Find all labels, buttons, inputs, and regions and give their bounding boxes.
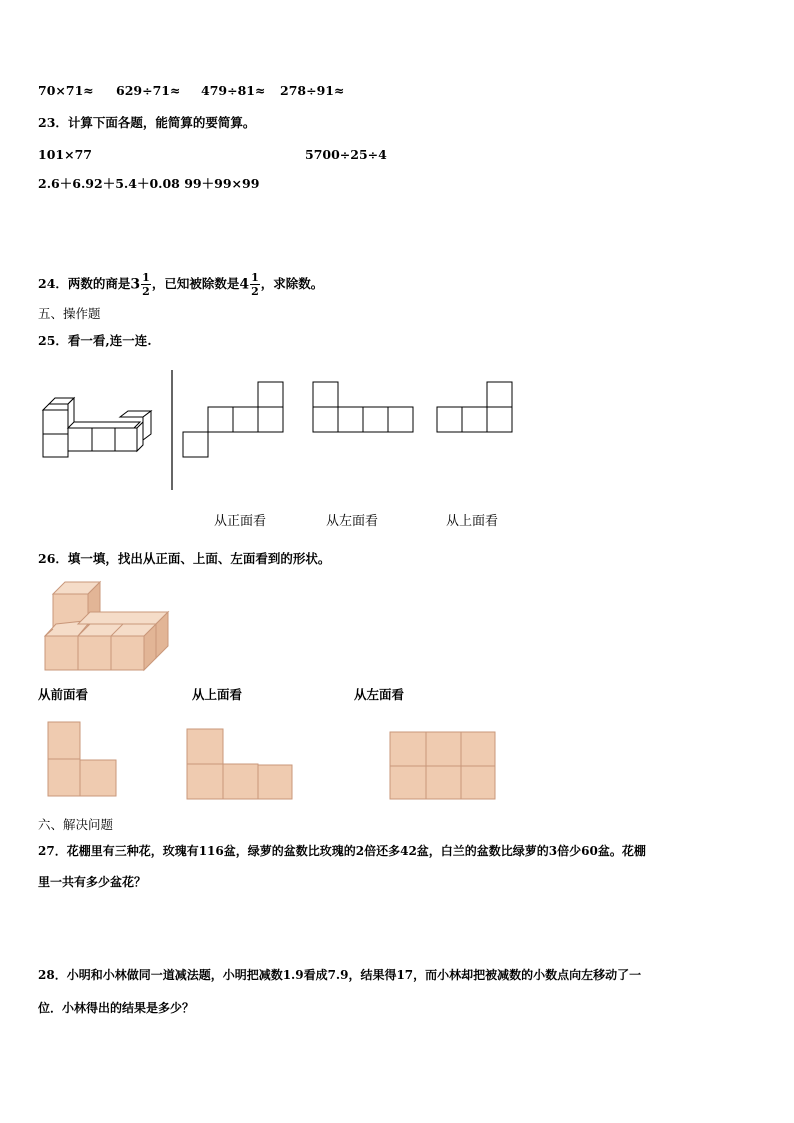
q26-label-left: 从左面看 <box>354 687 405 702</box>
square <box>338 407 363 432</box>
q26-label-front: 从前面看 <box>38 687 89 702</box>
cube <box>45 636 78 670</box>
q24-frac2-den: 2 <box>251 285 259 298</box>
q25-view-a <box>183 382 283 457</box>
tile <box>426 732 461 766</box>
q27-line-2: 里一共有多少盆花？ <box>38 875 147 889</box>
square <box>437 407 462 432</box>
q27-line-1: 27．花棚里有三种花，玫瑰有116盆，绿萝的盆数比玫瑰的2倍还多42盆，白兰的盆数比绿萝的3倍少60盆。花棚 <box>38 844 646 858</box>
tile <box>390 766 426 799</box>
q28-line-2: 位．小林得出的结果是多少？ <box>38 1001 195 1015</box>
tile <box>461 766 495 799</box>
q24-frac2-num: 1 <box>251 271 259 284</box>
q26-cube-solid <box>45 582 168 670</box>
q25-label-top: 从上面看 <box>446 514 499 529</box>
section-6-heading: 六、解决问题 <box>38 817 114 832</box>
square <box>183 432 208 457</box>
q24-line <box>38 264 323 305</box>
tile <box>426 766 461 799</box>
q25-label-front: 从正面看 <box>214 514 267 529</box>
estimate-4: 278÷91≈ <box>280 83 345 98</box>
square <box>208 407 233 432</box>
q26-label-top: 从上面看 <box>192 687 243 702</box>
q25-label-left: 从左面看 <box>326 514 379 529</box>
square <box>363 407 388 432</box>
q24-frac1-whole: 3 <box>130 276 141 293</box>
square <box>487 407 512 432</box>
q23-expr-2: 5700÷25÷4 <box>305 147 387 162</box>
q24-frac2-whole: 4 <box>239 276 250 293</box>
estimate-1: 70×71≈ <box>38 83 94 98</box>
cube <box>43 434 68 457</box>
tile <box>48 722 80 759</box>
cube <box>78 636 111 670</box>
q24-fraction-1 <box>141 272 151 297</box>
q28-line-1: 28．小明和小林做同一道减法题，小明把减数1.9看成7.9，结果得17，而小林却把被减数的小数点向左移动了一 <box>38 968 642 982</box>
q24-fraction-2 <box>250 272 260 297</box>
q24-part-2: ，已知被除数是 <box>151 276 240 291</box>
square <box>462 407 487 432</box>
cube <box>92 428 115 451</box>
q23-expr-3: 2.6＋6.92＋5.4＋0.08 99＋99×99 <box>38 176 260 191</box>
q25-view-b <box>313 382 413 432</box>
cube <box>43 410 68 434</box>
tile <box>48 759 80 796</box>
square <box>258 382 283 407</box>
tile <box>461 732 495 766</box>
cube <box>53 594 88 629</box>
q26-view-front <box>48 722 116 796</box>
tile <box>187 729 223 764</box>
cube <box>115 428 137 451</box>
q26-view-top <box>187 729 292 799</box>
square <box>258 407 283 432</box>
tile <box>80 760 116 796</box>
q23-title: 23．计算下面各题，能简算的要简算。 <box>38 115 256 130</box>
q24-frac1-den: 2 <box>142 285 150 298</box>
q24-part-1: 24．两数的商是 <box>38 276 131 291</box>
q25-cube-solid <box>43 398 151 457</box>
tile <box>223 764 258 799</box>
square <box>487 382 512 407</box>
tile <box>390 732 426 766</box>
estimate-3: 479÷81≈ <box>201 83 266 98</box>
q23-expr-1: 101×77 <box>38 147 92 162</box>
q25-title: 25．看一看,连一连. <box>38 333 152 348</box>
section-5-heading: 五、操作题 <box>38 306 101 321</box>
cube <box>111 636 144 670</box>
tile <box>258 765 292 799</box>
q24-frac1-num: 1 <box>142 271 150 284</box>
square <box>233 407 258 432</box>
cube <box>68 428 92 451</box>
square <box>388 407 413 432</box>
q26-title: 26．填一填，找出从正面、上面、左面看到的形状。 <box>38 551 331 566</box>
tile <box>187 764 223 799</box>
square <box>313 382 338 407</box>
q26-view-left <box>390 732 495 799</box>
q25-view-c <box>437 382 512 432</box>
q24-part-3: ，求除数。 <box>260 276 324 291</box>
estimate-2: 629÷71≈ <box>116 83 181 98</box>
square <box>313 407 338 432</box>
